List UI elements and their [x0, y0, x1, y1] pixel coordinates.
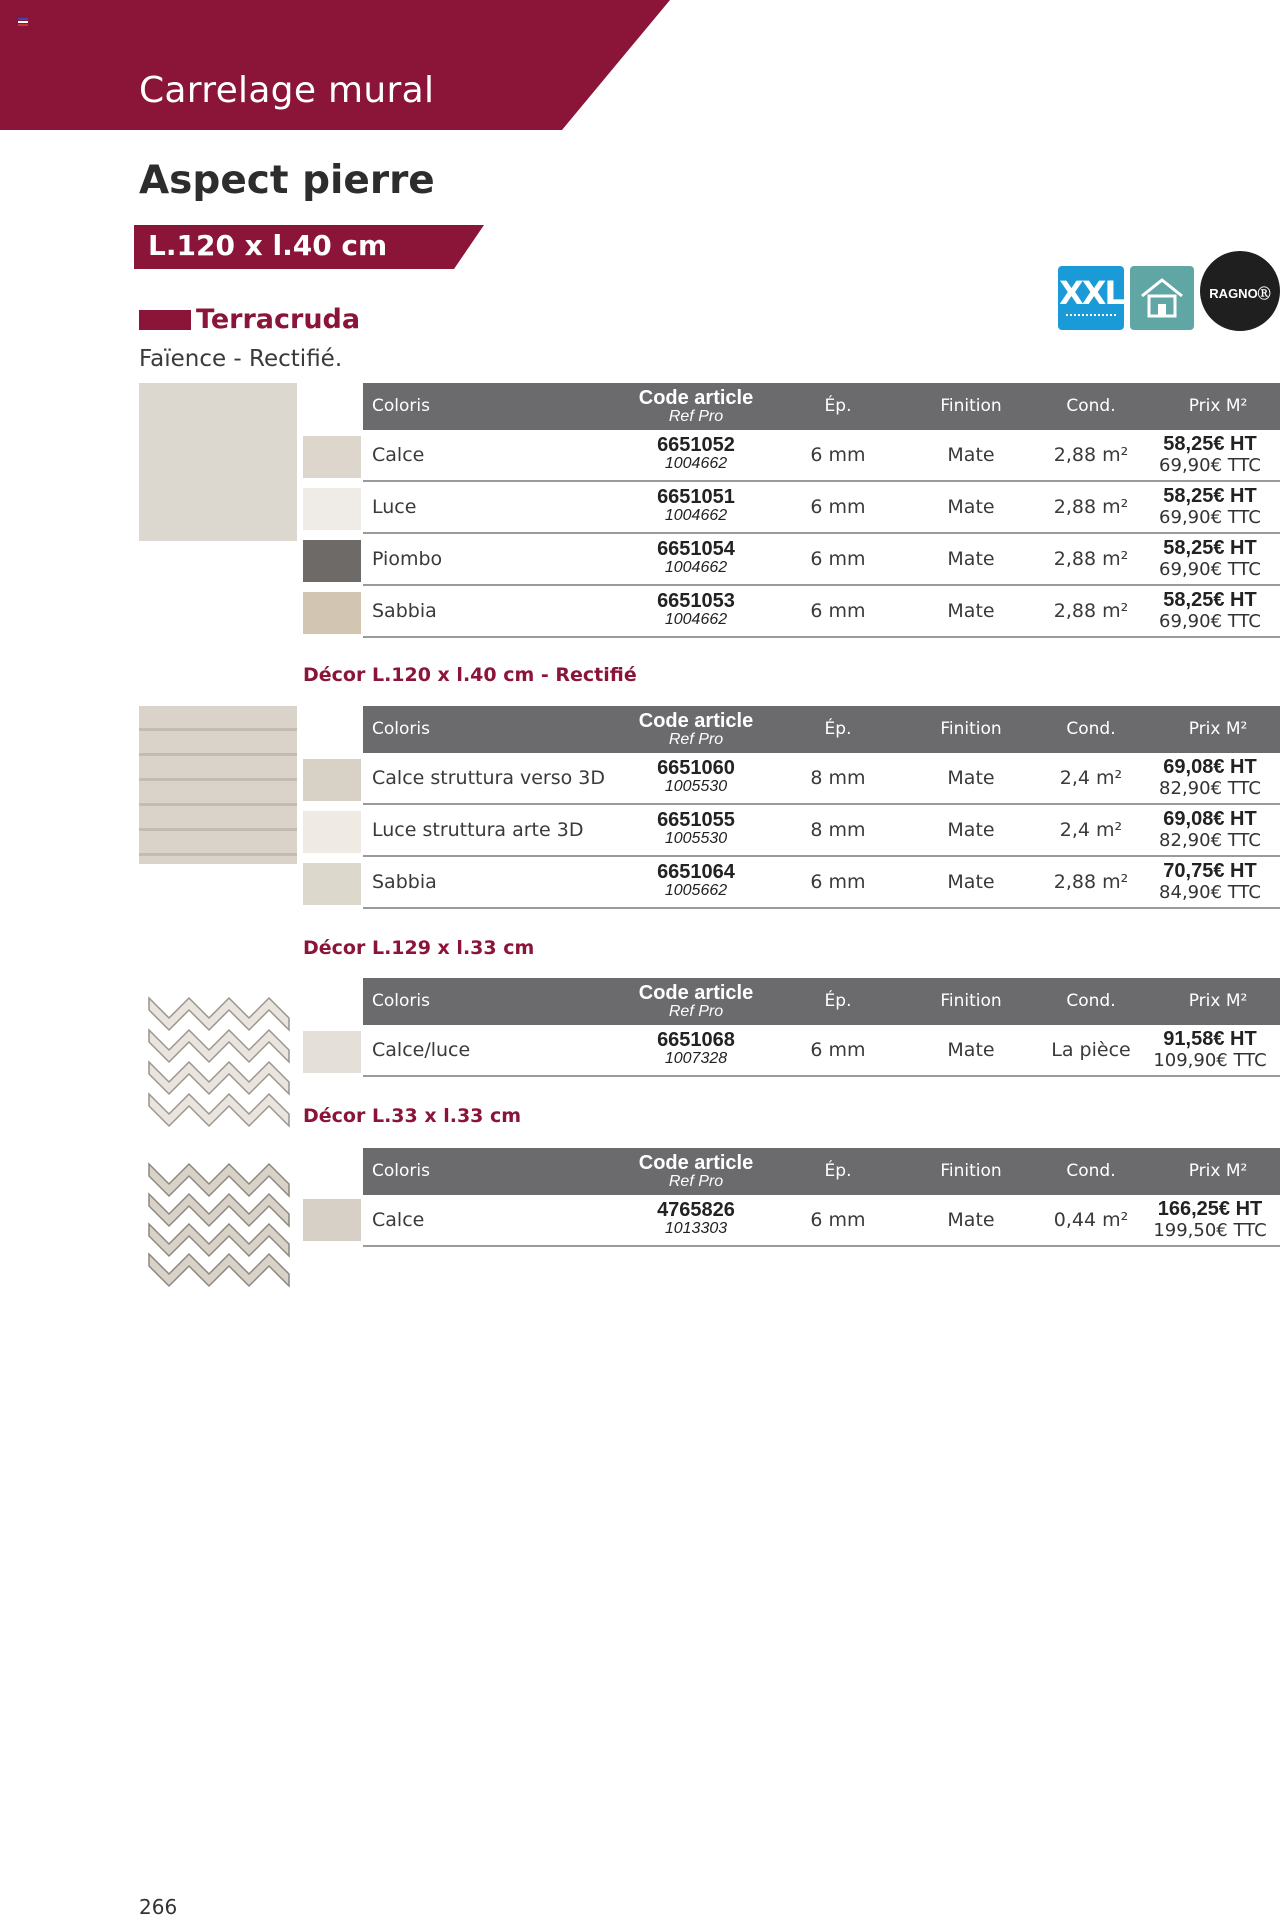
house-icon: [1130, 266, 1194, 330]
header-ref-label: Ref Pro: [668, 408, 724, 425]
ref-pro: 1004662: [664, 455, 728, 472]
cell-prix: [1140, 805, 1280, 855]
price-ht: 58,25€ HT: [1163, 537, 1257, 559]
cell-coloris: Sabbia: [372, 871, 437, 893]
page-title: Aspect pierre: [139, 158, 435, 203]
table-decor-33: [363, 1148, 1280, 1247]
header-code: [606, 1148, 786, 1195]
price-ttc: 199,50€ TTC: [1153, 1220, 1267, 1241]
header-code: [606, 706, 786, 753]
header-cond: Cond.: [1066, 719, 1116, 739]
cell-ep: 6 mm: [810, 871, 866, 893]
price-ht: 58,25€ HT: [1163, 485, 1257, 507]
table-terracruda: [363, 383, 1280, 638]
cell-coloris: Calce/luce: [372, 1039, 471, 1061]
cell-ep: 8 mm: [810, 819, 866, 841]
price-ht: 91,58€ HT: [1163, 1028, 1257, 1050]
code-article: 4765826: [657, 1199, 735, 1221]
header-ep: Ép.: [824, 991, 852, 1011]
dimension-bar: [134, 225, 484, 269]
swatch-sabbia: [303, 592, 361, 634]
cell-cond: 2,4 m²: [1059, 767, 1123, 789]
cell-finition: Mate: [947, 1039, 995, 1061]
code-article: 6651060: [657, 757, 735, 779]
price-ht: 69,08€ HT: [1163, 808, 1257, 830]
price-ttc: 109,90€ TTC: [1153, 1050, 1267, 1071]
table-decor-120: [363, 706, 1280, 909]
header-cond: Cond.: [1066, 991, 1116, 1011]
flag-icon: [18, 18, 28, 26]
price-ht: 58,25€ HT: [1163, 589, 1257, 611]
table-row: [363, 534, 1280, 586]
header-coloris: Coloris: [372, 396, 430, 416]
table-decor-129: [363, 978, 1280, 1077]
ref-pro: 1005662: [664, 882, 728, 899]
code-article: 6651055: [657, 809, 735, 831]
cell-prix: [1140, 753, 1280, 803]
product-image-struttura: [139, 706, 297, 864]
xxl-label: XXL: [1059, 274, 1123, 312]
header-ep: Ép.: [824, 396, 852, 416]
table-row: [363, 430, 1280, 482]
header-code-label: Code article: [638, 982, 754, 1004]
table-row: [363, 857, 1280, 909]
price-ttc: 84,90€ TTC: [1159, 882, 1261, 903]
table-row: [363, 1195, 1280, 1247]
cell-finition: Mate: [947, 444, 995, 466]
cell-cond: 2,88 m²: [1053, 444, 1129, 466]
cell-coloris: Luce struttura arte 3D: [372, 819, 584, 841]
cell-finition: Mate: [947, 871, 995, 893]
table-header: [363, 978, 1280, 1025]
cell-coloris: Sabbia: [372, 600, 437, 622]
code-article: 6651068: [657, 1029, 735, 1051]
price-ttc: 69,90€ TTC: [1159, 559, 1261, 580]
header-code: [606, 383, 786, 430]
cell-prix: [1140, 857, 1280, 907]
table-header: [363, 383, 1280, 430]
header-ref-label: Ref Pro: [668, 731, 724, 748]
cell-code: [606, 586, 786, 636]
cell-code: [606, 430, 786, 480]
page-category: Carrelage mural: [139, 70, 435, 111]
ref-pro: 1005530: [664, 778, 728, 795]
cell-coloris: Piombo: [372, 548, 443, 570]
cell-code: [606, 805, 786, 855]
header-ep: Ép.: [824, 1161, 852, 1181]
product-subtitle: Faïence - Rectifié.: [139, 346, 343, 372]
header-prix: Prix M²: [1188, 719, 1248, 739]
cell-code: [606, 1195, 786, 1245]
swatch-sabbia-decor: [303, 863, 361, 905]
cell-finition: Mate: [947, 767, 995, 789]
product-name: Terracruda: [196, 304, 361, 335]
header-code-label: Code article: [638, 387, 754, 409]
price-ttc: 82,90€ TTC: [1159, 778, 1261, 799]
swatch-luce-struttura: [303, 811, 361, 853]
product-marker: [139, 310, 191, 330]
xxl-dotted-line: [1066, 314, 1116, 316]
ref-pro: 1004662: [664, 507, 728, 524]
cell-ep: 6 mm: [810, 1209, 866, 1231]
cell-prix: [1140, 586, 1280, 636]
code-article: 6651051: [657, 486, 735, 508]
section-title-decor-120: Décor L.120 x l.40 cm - Rectifié: [303, 664, 637, 686]
header-finition: Finition: [940, 396, 1002, 416]
table-row: [363, 805, 1280, 857]
cell-coloris: Luce: [372, 496, 417, 518]
cell-finition: Mate: [947, 496, 995, 518]
cell-ep: 6 mm: [810, 1039, 866, 1061]
cell-coloris: Calce struttura verso 3D: [372, 767, 606, 789]
top-banner: [0, 0, 1280, 130]
ref-pro: 1004662: [664, 559, 728, 576]
section-title-decor-33: Décor L.33 x l.33 cm: [303, 1105, 522, 1127]
cell-cond: 2,88 m²: [1053, 496, 1129, 518]
header-finition: Finition: [940, 991, 1002, 1011]
cell-cond: 0,44 m²: [1053, 1209, 1129, 1231]
header-ep: Ép.: [824, 719, 852, 739]
product-image-herringbone-33: [139, 1148, 297, 1306]
price-ttc: 69,90€ TTC: [1159, 611, 1261, 632]
product-image-herringbone-129: [139, 978, 297, 1136]
header-prix: Prix M²: [1188, 396, 1248, 416]
dimension-label: L.120 x l.40 cm: [148, 229, 388, 262]
ref-pro: 1013303: [664, 1220, 728, 1237]
header-code-label: Code article: [638, 710, 754, 732]
price-ttc: 82,90€ TTC: [1159, 830, 1261, 851]
header-coloris: Coloris: [372, 991, 430, 1011]
cell-ep: 6 mm: [810, 600, 866, 622]
cell-coloris: Calce: [372, 444, 425, 466]
cell-prix: [1140, 1025, 1280, 1075]
cell-coloris: Calce: [372, 1209, 425, 1231]
header-prix: Prix M²: [1188, 991, 1248, 1011]
price-ht: 69,08€ HT: [1163, 756, 1257, 778]
swatch-calce: [303, 436, 361, 478]
cell-finition: Mate: [947, 548, 995, 570]
table-header: [363, 706, 1280, 753]
cell-prix: [1140, 534, 1280, 584]
price-ht: 58,25€ HT: [1163, 433, 1257, 455]
cell-finition: Mate: [947, 600, 995, 622]
header-cond: Cond.: [1066, 1161, 1116, 1181]
table-row: [363, 586, 1280, 638]
header-finition: Finition: [940, 1161, 1002, 1181]
cell-prix: [1140, 482, 1280, 532]
cell-ep: 6 mm: [810, 548, 866, 570]
price-ttc: 69,90€ TTC: [1159, 507, 1261, 528]
cell-finition: Mate: [947, 1209, 995, 1231]
swatch-piombo: [303, 540, 361, 582]
table-row: [363, 1025, 1280, 1077]
cell-ep: 6 mm: [810, 444, 866, 466]
cell-prix: [1140, 1195, 1280, 1245]
price-ttc: 69,90€ TTC: [1159, 455, 1261, 476]
cell-code: [606, 857, 786, 907]
header-finition: Finition: [940, 719, 1002, 739]
code-article: 6651064: [657, 861, 735, 883]
xxl-badge: [1058, 266, 1124, 330]
swatch-calce-luce: [303, 1031, 361, 1073]
cell-code: [606, 1025, 786, 1075]
cell-cond: 2,88 m²: [1053, 600, 1129, 622]
cell-cond: La pièce: [1051, 1039, 1131, 1061]
product-badges: [1058, 251, 1280, 331]
price-ht: 166,25€ HT: [1157, 1198, 1263, 1220]
header-coloris: Coloris: [372, 1161, 430, 1181]
table-row: [363, 753, 1280, 805]
cell-code: [606, 534, 786, 584]
header-ref-label: Ref Pro: [668, 1173, 724, 1190]
swatch-calce-struttura: [303, 759, 361, 801]
section-title-decor-129: Décor L.129 x l.33 cm: [303, 937, 535, 959]
ref-pro: 1005530: [664, 830, 728, 847]
cell-cond: 2,88 m²: [1053, 548, 1129, 570]
header-coloris: Coloris: [372, 719, 430, 739]
code-article: 6651052: [657, 434, 735, 456]
cell-cond: 2,88 m²: [1053, 871, 1129, 893]
header-ref-label: Ref Pro: [668, 1003, 724, 1020]
cell-prix: [1140, 430, 1280, 480]
ref-pro: 1004662: [664, 611, 728, 628]
ragno-logo: [1200, 251, 1280, 331]
cell-finition: Mate: [947, 819, 995, 841]
code-article: 6651053: [657, 590, 735, 612]
product-image-plain: [139, 383, 297, 541]
table-header: [363, 1148, 1280, 1195]
ragno-label: RAGNOⓇ: [1209, 286, 1271, 301]
page-number: 266: [139, 1895, 178, 1919]
cell-code: [606, 482, 786, 532]
header-prix: Prix M²: [1188, 1161, 1248, 1181]
header-code-label: Code article: [638, 1152, 754, 1174]
ref-pro: 1007328: [664, 1050, 728, 1067]
cell-ep: 6 mm: [810, 496, 866, 518]
table-row: [363, 482, 1280, 534]
swatch-calce-mosaic: [303, 1199, 361, 1241]
code-article: 6651054: [657, 538, 735, 560]
cell-cond: 2,4 m²: [1059, 819, 1123, 841]
cell-ep: 8 mm: [810, 767, 866, 789]
price-ht: 70,75€ HT: [1163, 860, 1257, 882]
header-cond: Cond.: [1066, 396, 1116, 416]
cell-code: [606, 753, 786, 803]
header-code: [606, 978, 786, 1025]
swatch-luce: [303, 488, 361, 530]
